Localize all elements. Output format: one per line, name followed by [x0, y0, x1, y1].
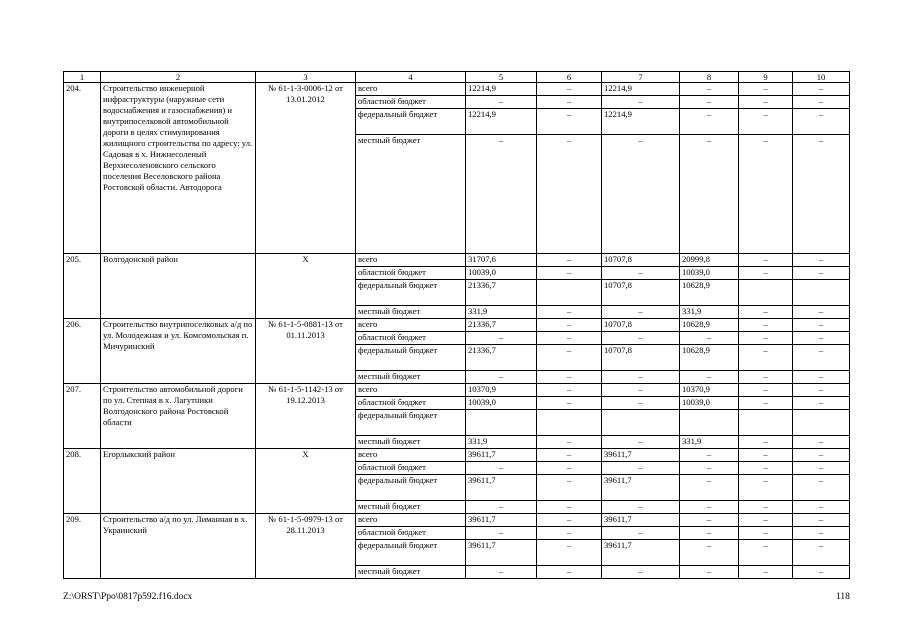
amount-cell: –: [537, 514, 602, 527]
amount-cell: –: [466, 135, 537, 254]
amount-cell: –: [739, 319, 793, 332]
amount-cell: –: [739, 384, 793, 397]
amount-cell: 10370,9: [680, 384, 739, 397]
budget-table: [63, 71, 850, 579]
amount-cell: 10039,0: [466, 267, 537, 280]
funding-source: местный бюджет: [356, 135, 466, 254]
col-header: 10: [793, 72, 850, 83]
funding-source: местный бюджет: [356, 436, 466, 449]
amount-cell: –: [680, 527, 739, 540]
amount-cell: [466, 410, 537, 436]
amount-cell: –: [680, 475, 739, 501]
amount-cell: –: [680, 83, 739, 96]
document-number: Х: [256, 449, 356, 514]
row-number: 209.: [64, 514, 101, 579]
amount-cell: –: [793, 462, 850, 475]
amount-cell: –: [602, 397, 680, 410]
amount-cell: 39611,7: [466, 449, 537, 462]
amount-cell: –: [537, 462, 602, 475]
object-name: Строительство а/д по ул. Лиманная в х. Украинский: [101, 514, 256, 579]
table-row: [64, 384, 850, 397]
funding-source: всего: [356, 514, 466, 527]
amount-cell: 10628,9: [680, 345, 739, 371]
amount-cell: –: [466, 566, 537, 579]
amount-cell: –: [466, 462, 537, 475]
amount-cell: –: [793, 319, 850, 332]
amount-cell: –: [739, 436, 793, 449]
amount-cell: 331,9: [466, 436, 537, 449]
amount-cell: 10039,0: [680, 397, 739, 410]
amount-cell: –: [739, 109, 793, 135]
amount-cell: [602, 410, 680, 436]
amount-cell: –: [537, 449, 602, 462]
footer-page-number: 118: [836, 592, 850, 602]
document-number: № 61-1-3-0006-12 от 13.01.2012: [256, 83, 356, 254]
amount-cell: –: [680, 501, 739, 514]
amount-cell: –: [680, 96, 739, 109]
amount-cell: [793, 280, 850, 306]
amount-cell: 10707,8: [602, 254, 680, 267]
amount-cell: –: [602, 384, 680, 397]
table-row: [64, 319, 850, 332]
amount-cell: –: [602, 96, 680, 109]
amount-cell: –: [793, 449, 850, 462]
amount-cell: –: [739, 135, 793, 254]
document-number: № 61-1-5-0979-13 от 28.11.2013: [256, 514, 356, 579]
amount-cell: –: [739, 371, 793, 384]
col-header: 5: [466, 72, 537, 83]
funding-source: местный бюджет: [356, 566, 466, 579]
amount-cell: –: [602, 501, 680, 514]
footer-file-path: Z:\ORST\Ppo\0817p592.f16.docx: [63, 592, 193, 602]
amount-cell: 10707,8: [602, 280, 680, 306]
amount-cell: –: [680, 109, 739, 135]
amount-cell: –: [537, 384, 602, 397]
amount-cell: –: [680, 371, 739, 384]
funding-source: всего: [356, 254, 466, 267]
funding-source: федеральный бюджет: [356, 475, 466, 501]
amount-cell: [739, 280, 793, 306]
amount-cell: –: [680, 135, 739, 254]
row-number: 205.: [64, 254, 101, 319]
amount-cell: –: [793, 83, 850, 96]
col-header: 1: [64, 72, 101, 83]
amount-cell: 31707,6: [466, 254, 537, 267]
amount-cell: –: [793, 436, 850, 449]
amount-cell: –: [602, 267, 680, 280]
amount-cell: –: [793, 332, 850, 345]
document-number: № 61-1-5-1142-13 от 19.12.2013: [256, 384, 356, 449]
amount-cell: –: [537, 254, 602, 267]
amount-cell: –: [739, 332, 793, 345]
amount-cell: –: [793, 527, 850, 540]
amount-cell: –: [793, 135, 850, 254]
amount-cell: –: [537, 540, 602, 566]
header-row: [64, 72, 850, 83]
amount-cell: –: [537, 436, 602, 449]
amount-cell: 39611,7: [466, 514, 537, 527]
amount-cell: –: [602, 462, 680, 475]
amount-cell: 12214,9: [466, 109, 537, 135]
funding-source: всего: [356, 449, 466, 462]
amount-cell: –: [739, 306, 793, 319]
object-name: Строительство автомобильной дороги по ул. Степная в х. Лагутники Волгодонского района Ростовской области: [101, 384, 256, 449]
amount-cell: –: [680, 332, 739, 345]
object-name: Строительство внутрипоселковых а/д по ул. Молодежная и ул. Комсомольская п. Мичуринский: [101, 319, 256, 384]
funding-source: местный бюджет: [356, 501, 466, 514]
amount-cell: –: [602, 306, 680, 319]
amount-cell: –: [739, 475, 793, 501]
amount-cell: 10039,0: [680, 267, 739, 280]
amount-cell: 39611,7: [602, 540, 680, 566]
col-header: 7: [602, 72, 680, 83]
amount-cell: –: [537, 397, 602, 410]
col-header: 4: [356, 72, 466, 83]
table-row: [64, 254, 850, 267]
amount-cell: –: [793, 501, 850, 514]
col-header: 8: [680, 72, 739, 83]
amount-cell: –: [739, 527, 793, 540]
amount-cell: –: [739, 96, 793, 109]
amount-cell: –: [466, 96, 537, 109]
funding-source: областной бюджет: [356, 462, 466, 475]
amount-cell: 10628,9: [680, 280, 739, 306]
amount-cell: –: [466, 332, 537, 345]
amount-cell: –: [793, 254, 850, 267]
amount-cell: –: [793, 397, 850, 410]
amount-cell: –: [739, 345, 793, 371]
funding-source: местный бюджет: [356, 306, 466, 319]
amount-cell: –: [537, 306, 602, 319]
funding-source: федеральный бюджет: [356, 109, 466, 135]
amount-cell: –: [537, 96, 602, 109]
amount-cell: –: [793, 345, 850, 371]
amount-cell: 10370,9: [466, 384, 537, 397]
amount-cell: –: [466, 501, 537, 514]
amount-cell: [680, 410, 739, 436]
amount-cell: 331,9: [680, 306, 739, 319]
amount-cell: –: [537, 109, 602, 135]
table-row: [64, 449, 850, 462]
col-header: 9: [739, 72, 793, 83]
amount-cell: –: [793, 540, 850, 566]
funding-source: всего: [356, 319, 466, 332]
amount-cell: 20999,8: [680, 254, 739, 267]
amount-cell: –: [793, 514, 850, 527]
funding-source: федеральный бюджет: [356, 345, 466, 371]
amount-cell: [739, 410, 793, 436]
amount-cell: [537, 410, 602, 436]
amount-cell: –: [602, 566, 680, 579]
amount-cell: 10707,8: [602, 345, 680, 371]
amount-cell: –: [680, 462, 739, 475]
amount-cell: 39611,7: [602, 449, 680, 462]
funding-source: областной бюджет: [356, 96, 466, 109]
col-header: 2: [101, 72, 256, 83]
amount-cell: 331,9: [466, 306, 537, 319]
col-header: 3: [256, 72, 356, 83]
object-name: Волгодонской район: [101, 254, 256, 319]
amount-cell: –: [602, 371, 680, 384]
amount-cell: –: [537, 475, 602, 501]
amount-cell: –: [739, 514, 793, 527]
amount-cell: –: [537, 371, 602, 384]
amount-cell: 21336,7: [466, 345, 537, 371]
amount-cell: –: [793, 109, 850, 135]
amount-cell: –: [793, 267, 850, 280]
amount-cell: –: [466, 527, 537, 540]
amount-cell: –: [793, 306, 850, 319]
amount-cell: –: [793, 475, 850, 501]
amount-cell: –: [537, 83, 602, 96]
funding-source: федеральный бюджет: [356, 540, 466, 566]
amount-cell: 39611,7: [602, 475, 680, 501]
amount-cell: [793, 410, 850, 436]
amount-cell: –: [537, 345, 602, 371]
document-number: Х: [256, 254, 356, 319]
funding-source: областной бюджет: [356, 397, 466, 410]
row-number: 204.: [64, 83, 101, 254]
funding-source: всего: [356, 83, 466, 96]
amount-cell: –: [537, 527, 602, 540]
amount-cell: 10039,0: [466, 397, 537, 410]
object-name: Строительство инженерной инфраструктуры (наружные сети водоснабжения и газоснабжения) и внутрипоселковой автомобильной дороги в целях стимулирования жилищного строительства по адресу: ул. Садовая в х. Нижнесоленый Верхнесоленовского сельского поселения Веселовского района Ростовской области. Автодорога: [101, 83, 256, 254]
funding-source: федеральный бюджет: [356, 280, 466, 306]
funding-source: местный бюджет: [356, 371, 466, 384]
amount-cell: 12214,9: [466, 83, 537, 96]
document-number: № 61-1-5-0881-13 от 01.11.2013: [256, 319, 356, 384]
amount-cell: 10628,9: [680, 319, 739, 332]
amount-cell: 39611,7: [466, 540, 537, 566]
funding-source: областной бюджет: [356, 267, 466, 280]
row-number: 207.: [64, 384, 101, 449]
amount-cell: 21336,7: [466, 280, 537, 306]
amount-cell: –: [793, 371, 850, 384]
amount-cell: –: [602, 436, 680, 449]
amount-cell: –: [466, 371, 537, 384]
amount-cell: –: [537, 267, 602, 280]
row-number: 206.: [64, 319, 101, 384]
amount-cell: –: [680, 449, 739, 462]
amount-cell: 39611,7: [602, 514, 680, 527]
funding-source: всего: [356, 384, 466, 397]
amount-cell: –: [739, 462, 793, 475]
funding-source: федеральный бюджет: [356, 410, 466, 436]
amount-cell: –: [680, 540, 739, 566]
funding-source: областной бюджет: [356, 527, 466, 540]
amount-cell: 39611,7: [466, 475, 537, 501]
amount-cell: –: [537, 566, 602, 579]
amount-cell: –: [739, 397, 793, 410]
amount-cell: –: [537, 332, 602, 345]
amount-cell: [537, 280, 602, 306]
amount-cell: 331,9: [680, 436, 739, 449]
amount-cell: 12214,9: [602, 83, 680, 96]
amount-cell: –: [602, 332, 680, 345]
row-number: 208.: [64, 449, 101, 514]
amount-cell: –: [537, 135, 602, 254]
amount-cell: –: [793, 384, 850, 397]
amount-cell: 12214,9: [602, 109, 680, 135]
amount-cell: –: [537, 319, 602, 332]
amount-cell: –: [602, 527, 680, 540]
col-header: 6: [537, 72, 602, 83]
amount-cell: –: [739, 449, 793, 462]
amount-cell: –: [602, 135, 680, 254]
amount-cell: –: [739, 501, 793, 514]
table-row: [64, 514, 850, 527]
amount-cell: –: [680, 566, 739, 579]
amount-cell: –: [739, 83, 793, 96]
amount-cell: –: [680, 514, 739, 527]
object-name: Егорлыкский район: [101, 449, 256, 514]
funding-source: областной бюджет: [356, 332, 466, 345]
amount-cell: 21336,7: [466, 319, 537, 332]
amount-cell: –: [793, 96, 850, 109]
amount-cell: –: [739, 566, 793, 579]
amount-cell: –: [739, 254, 793, 267]
amount-cell: –: [739, 540, 793, 566]
amount-cell: –: [793, 566, 850, 579]
amount-cell: 10707,8: [602, 319, 680, 332]
amount-cell: –: [537, 501, 602, 514]
table-row: [64, 83, 850, 96]
amount-cell: –: [739, 267, 793, 280]
